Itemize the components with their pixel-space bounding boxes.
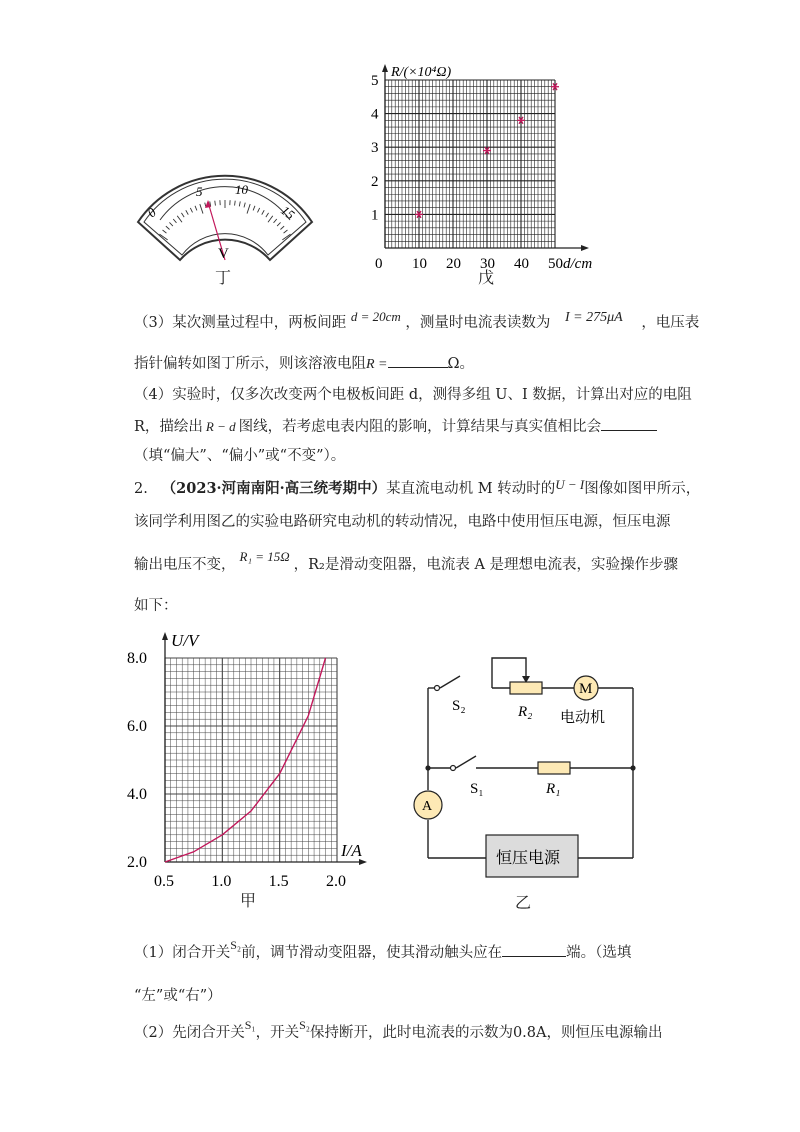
- rd-x-tick: 30: [480, 256, 495, 272]
- rd-x-tick: 0: [375, 256, 383, 272]
- rd-y-label: R/(×10⁴Ω): [391, 65, 452, 80]
- problem-2-line2: 该同学利用图乙的实验电路研究电动机的转动情况，电路中使用恒压电源，恒压电源: [134, 514, 671, 530]
- answer-blank-end[interactable]: [502, 944, 566, 957]
- question-4-line3: （填“偏大”、“偏小”或“不变”）。: [134, 448, 346, 464]
- ui-x-tick: 1.0: [211, 873, 232, 890]
- ui-y-tick: 6.0: [127, 718, 147, 735]
- answer-blank-r[interactable]: [388, 355, 448, 368]
- sub-question-2-line1: （2）先闭合开关$^{S_1}$，开关$^{S_2}$保持断开，此时电流表的示数为0.8A，则恒压电源输出: [134, 1018, 663, 1041]
- ui-x-label: I/A: [341, 841, 362, 860]
- ui-y-tick: 8.0: [127, 650, 147, 667]
- rd-y-tick: 1: [371, 207, 379, 224]
- circuit-diagram: [408, 648, 648, 888]
- rd-x-tick: 40: [514, 256, 529, 272]
- rd-x-tick: 50: [548, 256, 563, 272]
- ui-x-tick: 0.5: [154, 873, 174, 890]
- meter-scale-0: 0: [144, 204, 159, 221]
- meter-scale-15: 15: [278, 202, 298, 223]
- rd-y-tick: 2: [371, 173, 379, 190]
- figure-caption-jia: 甲: [240, 891, 257, 910]
- problem-2-line1: 2. （2023·河南南阳·高三统考期中）某直流电动机 M 转动时的U − I图像如图甲所示，: [134, 477, 701, 497]
- meter-tick: [215, 201, 216, 206]
- rd-grid: [385, 80, 555, 248]
- rd-y-tick: 3: [371, 140, 379, 157]
- sub-question-1-line1: （1）闭合开关$^{S_2}$前，调节滑动变阻器，使其滑动触头应在 端。（选填: [134, 938, 632, 961]
- rd-y-arrow: [382, 64, 388, 72]
- label-motor-m: M: [579, 681, 593, 697]
- rd-x-label: d/cm: [563, 256, 593, 272]
- question-4-line2: R，描绘出 R − d 图线，若考虑电表内阻的影响，计算结果与真实值相比会: [134, 418, 657, 436]
- label-ammeter-a: A: [422, 799, 433, 814]
- meter-scale-10: 10: [235, 182, 248, 197]
- rd-y-tick: 5: [371, 73, 379, 89]
- resistor-r2: [510, 682, 542, 694]
- ui-grid: [165, 658, 337, 862]
- question-3-line2: 指针偏转如图丁所示，则该溶液电阻R = Ω。: [134, 356, 475, 372]
- ui-y-tick: 4.0: [127, 786, 147, 803]
- ui-x-tick: 2.0: [326, 873, 346, 890]
- problem-2-line3: 输出电压不变，R₁ = 15Ω，R₂是滑动变阻器，电流表 A 是理想电流表，实验操作步骤: [134, 549, 679, 573]
- label-r1: R₁: [546, 781, 561, 797]
- label-s1: S₁: [470, 781, 484, 797]
- label-motor: 电动机: [560, 710, 606, 726]
- question-3-line1: （3）某次测量过程中，两板间距 d = 20cm ，测量时电流表读数为 I = 275μA ，电压表: [134, 309, 700, 331]
- u-i-chart: [125, 628, 375, 890]
- question-4-line1: （4）实验时，仅多次改变两个电极板间距 d，测得多组 U、I 数据，计算出对应的电阻: [134, 387, 692, 403]
- rd-x-tick: 10: [412, 256, 427, 272]
- ui-y-arrow: [162, 632, 168, 640]
- math-d-eq: d = 20cm: [350, 309, 401, 324]
- resistor-r1: [538, 762, 570, 774]
- figure-caption-ding: 丁: [215, 268, 232, 287]
- ui-y-tick: 2.0: [127, 854, 147, 871]
- label-s2: S₂: [452, 698, 466, 714]
- meter-tick: [235, 201, 236, 206]
- figure-caption-yi: 乙: [515, 893, 532, 912]
- math-i-eq: I = 275μA: [565, 310, 623, 325]
- r-d-chart: [360, 60, 620, 275]
- label-r2: R₂: [518, 704, 533, 720]
- meter-scale-5: 5: [196, 184, 203, 199]
- rd-x-arrow: [581, 245, 589, 251]
- sub-question-1-line2: “左”或“右”）: [134, 988, 222, 1004]
- label-source: 恒压电源: [496, 850, 561, 867]
- answer-blank-compare[interactable]: [601, 418, 657, 431]
- problem-2-line4: 如下：: [134, 598, 178, 614]
- ui-y-label: U/V: [171, 631, 199, 650]
- meter-unit: V: [218, 246, 229, 262]
- rd-x-tick: 20: [446, 256, 461, 272]
- figure-caption-wu: 戊: [478, 268, 495, 287]
- rd-y-tick: 4: [371, 106, 379, 123]
- ui-x-tick: 1.5: [268, 873, 289, 890]
- problem-2-source: （2023·河南南阳·高三统考期中）: [161, 480, 387, 497]
